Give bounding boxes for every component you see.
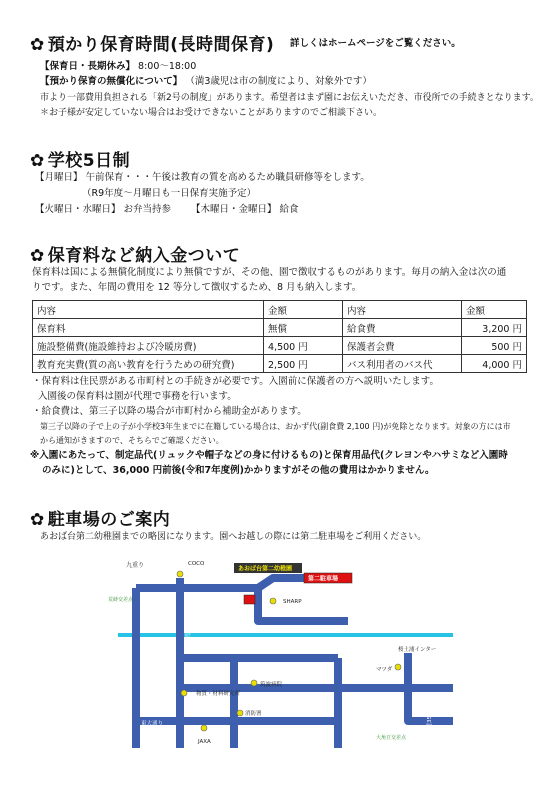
flower-icon: ✿ bbox=[30, 510, 45, 530]
table-cell: 保育料 bbox=[33, 319, 264, 337]
map-label: 桜土浦インター bbox=[398, 647, 437, 653]
homepage-note: 詳しくはホームページをご覧ください。 bbox=[290, 38, 461, 49]
section-title-fees: ✿ 保育料など納入金ついて bbox=[30, 246, 241, 266]
table-cell: バス利用者のバス代 bbox=[343, 355, 462, 373]
table-row bbox=[33, 355, 527, 373]
monday-note: （R9年度〜月曜日も一日保育実施予定） bbox=[82, 188, 257, 199]
road-north-loop bbox=[258, 588, 348, 621]
table-header-row bbox=[33, 301, 527, 319]
fees-table bbox=[32, 300, 527, 373]
note-residence: ・保育料は住民票がある市町村との手続きが必要です。入園前に保護者の方へ説明いたします。 bbox=[32, 376, 439, 387]
marker-nims bbox=[181, 690, 187, 696]
table-cell: 500 円 bbox=[462, 337, 527, 355]
parking-label: 第二駐車場 bbox=[308, 575, 339, 583]
note-third-child: 第三子以降の子で上の子が小学校3年生までに在籍している場合は、おかず代(副食費 2,100 円)が免除となります。対象の方には市 bbox=[40, 422, 511, 431]
kindergarten-location-marker bbox=[244, 595, 255, 604]
table-cell: 施設整備費(施設維持および冷暖房費) bbox=[33, 337, 264, 355]
note-proxy: 入園後の保育料は園が代理で事務を行います。 bbox=[38, 391, 237, 402]
map-label: 荒蒔交差点 bbox=[108, 597, 134, 603]
table-cell: 4,500 円 bbox=[264, 337, 343, 355]
marker-hospital bbox=[251, 680, 257, 686]
map-label: COCO bbox=[188, 561, 205, 567]
table-header: 内容 bbox=[33, 301, 264, 319]
table-cell: 保護者会費 bbox=[343, 337, 462, 355]
fees-intro-2: りです。また、年間の費用を 12 等分して徴収するため、8 月も納入します。 bbox=[32, 282, 362, 293]
table-row bbox=[33, 337, 527, 355]
map-label: 筑波病院 bbox=[260, 682, 283, 688]
map-label: 物質・材料研究所 bbox=[196, 691, 241, 697]
table-row bbox=[33, 319, 527, 337]
map-label: 九重り bbox=[126, 562, 145, 569]
map-label: 大角豆交差点 bbox=[376, 735, 407, 741]
monday-line: 【月曜日】 午前保育・・・午後は教育の質を高めるため職員研修等をします。 bbox=[35, 172, 370, 183]
fees-intro-1: 保育料は国による無償化制度により無償ですが、その他、園で徴収するものがあります。毎月の納入金は次の通 bbox=[32, 267, 507, 278]
table-cell: 給食費 bbox=[343, 319, 462, 337]
marker-coco bbox=[177, 571, 183, 577]
table-cell: 2,500 円 bbox=[264, 355, 343, 373]
table-cell: 3,200 円 bbox=[462, 319, 527, 337]
free-care-line: 【預かり保育の無償化について】 （満3歳児は市の制度により、対象外です） bbox=[40, 76, 372, 87]
flower-icon: ✿ bbox=[30, 35, 45, 55]
map-label: 国道354号 bbox=[427, 707, 433, 734]
marker-sharp bbox=[270, 598, 276, 604]
map-label: 上荒野街道 bbox=[186, 615, 192, 643]
table-cell: 無償 bbox=[264, 319, 343, 337]
map-label: 消防署 bbox=[245, 711, 262, 717]
marker-fire-station bbox=[237, 710, 243, 716]
section-title-parking: ✿ 駐車場のご案内 bbox=[30, 510, 171, 530]
section-title-school-days: ✿ 学校5日制 bbox=[30, 151, 131, 171]
table-header: 内容 bbox=[343, 301, 462, 319]
table-cell: 教育充実費(質の高い教育を行うための研究費) bbox=[33, 355, 264, 373]
consult-line: ＊お子様が安定していない場合はお受けできないことがありますのでご相談下さい。 bbox=[40, 108, 383, 118]
map-label: 県道 荒川沖線 bbox=[193, 579, 228, 585]
table-header: 金額 bbox=[462, 301, 527, 319]
map-label: マツダ bbox=[376, 667, 393, 673]
flower-icon: ✿ bbox=[30, 246, 45, 266]
table-header: 金額 bbox=[264, 301, 343, 319]
parking-desc: あおば台第二幼稚園までの略図になります。園へお越しの際には第二駐車場をご利用ください。 bbox=[40, 532, 427, 542]
map-label: SHARP bbox=[283, 599, 302, 605]
flower-icon: ✿ bbox=[30, 151, 45, 171]
lunch-line: 【火曜日・水曜日】 お弁当持参 【木曜日・金曜日】 給食 bbox=[35, 204, 299, 215]
river bbox=[118, 633, 453, 637]
section-title-extended-care: ✿ 預かり保育時間(長時間保育) bbox=[30, 35, 275, 55]
note-supplies-1: ※入園にあたって、制定品代(リュックや帽子などの身に付けるもの)と保育用品代(クレヨンやハサミなど入園時 bbox=[30, 450, 508, 461]
landmark-markers bbox=[177, 571, 401, 731]
subsidy-line: 市より一部費用負担される「新2号の制度」があります。希望者はまず園にお伝えいただき、市役所での手続きとなります。 bbox=[40, 93, 539, 103]
map-label: JAXA bbox=[198, 739, 211, 745]
marker-mazda bbox=[395, 664, 401, 670]
kindergarten-label: あおば台第二幼稚園 bbox=[238, 565, 293, 573]
note-notification: から通知がきますので、そちらでご確認ください。 bbox=[40, 436, 224, 445]
table-cell: 4,000 円 bbox=[462, 355, 527, 373]
access-map bbox=[108, 553, 453, 748]
note-lunch-subsidy: ・給食費は、第三子以降の場合が市町村から補助金があります。 bbox=[32, 406, 307, 417]
note-supplies-2: のみに)として、36,000 円前後(令和7年度例)かかりますがその他の費用はかかりません。 bbox=[42, 465, 435, 476]
marker-jaxa bbox=[201, 725, 207, 731]
map-label: 東大通り bbox=[141, 721, 164, 727]
hours-line: 【保育日・長期休み】 8:00〜18:00 bbox=[40, 61, 197, 72]
